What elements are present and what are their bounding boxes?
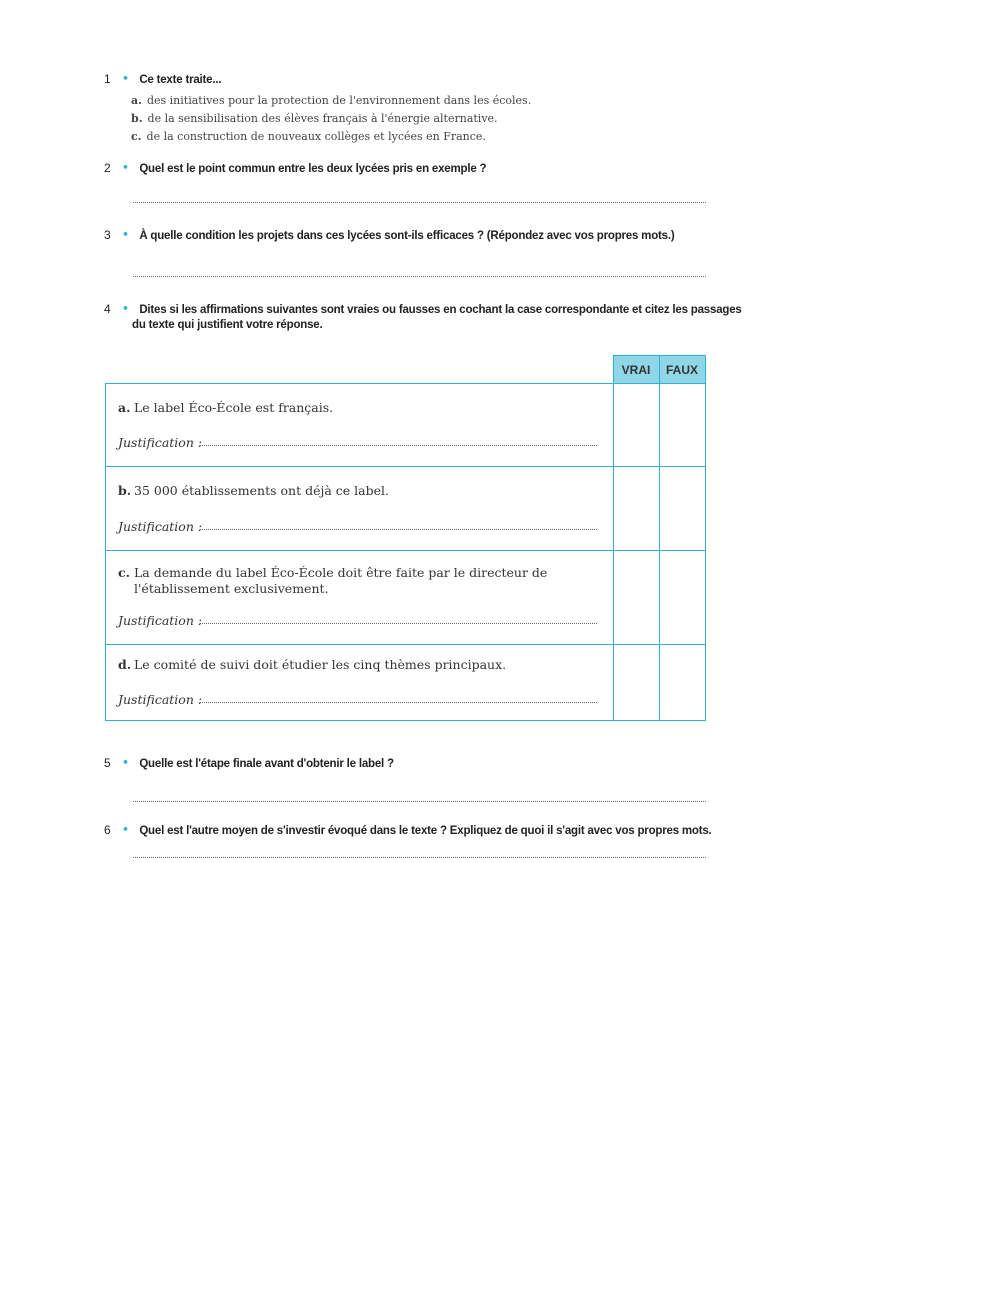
question-2: [104, 161, 486, 176]
statement-text: La demande du label Éco-École doit être faite par le directeur de l'établissement exclusivement.: [134, 565, 548, 596]
question-number: 1: [104, 72, 111, 86]
table-row: [106, 645, 706, 721]
justification-line[interactable]: [200, 445, 597, 446]
justification-line[interactable]: [200, 702, 597, 703]
vrai-checkbox-b[interactable]: [613, 467, 659, 551]
question-4: [104, 302, 742, 317]
statement: [118, 657, 599, 673]
justification-label: Justification :: [118, 692, 203, 707]
faux-checkbox-b[interactable]: [659, 467, 705, 551]
bullet-icon: •: [121, 823, 130, 838]
statement-cell: [106, 645, 614, 721]
statement-text: Le label Éco-École est français.: [134, 400, 334, 415]
justification-line[interactable]: [200, 529, 597, 530]
option-a[interactable]: [131, 94, 531, 107]
vrai-checkbox-d[interactable]: [613, 645, 659, 721]
question-number: 5: [104, 756, 111, 770]
question-1: [104, 72, 221, 87]
true-false-table: [105, 355, 706, 721]
question-3: [104, 228, 674, 243]
bullet-icon: •: [121, 302, 130, 317]
answer-line-3[interactable]: [133, 276, 706, 277]
question-6: [104, 823, 712, 838]
header-faux: FAUX: [659, 356, 705, 384]
statement-letter: d.: [118, 657, 132, 672]
table-header-row: [106, 356, 706, 384]
question-text: Quelle est l'étape finale avant d'obtenir le label ?: [139, 758, 394, 770]
bullet-icon: •: [121, 228, 130, 243]
table-row: [106, 467, 706, 551]
option-letter: a.: [131, 94, 142, 107]
statement-cell: [106, 384, 614, 467]
vrai-checkbox-a[interactable]: [613, 384, 659, 467]
question-number: 6: [104, 823, 111, 837]
statement: [118, 400, 599, 416]
bullet-icon: •: [121, 72, 130, 87]
option-letter: c.: [131, 130, 142, 143]
option-b[interactable]: [131, 112, 498, 125]
option-c[interactable]: [131, 130, 486, 143]
statement-letter: a.: [118, 400, 131, 415]
header-vrai: VRAI: [613, 356, 659, 384]
justification-line[interactable]: [200, 623, 597, 624]
option-text: de la sensibilisation des élèves français à l'énergie alternative.: [147, 112, 498, 125]
justification-label: Justification :: [118, 519, 203, 534]
statement-text: Le comité de suivi doit étudier les cinq thèmes principaux.: [134, 657, 507, 672]
faux-checkbox-d[interactable]: [659, 645, 705, 721]
question-text: Quel est l'autre moyen de s'investir évoqué dans le texte ? Expliquez de quoi il s'agit avec vos propres mots.: [139, 825, 712, 837]
statement-letter: c.: [118, 565, 130, 580]
question-text-line1: Dites si les affirmations suivantes sont vraies ou fausses en cochant la case correspondante et citez les passages: [139, 304, 742, 316]
question-4-cont: [132, 317, 322, 331]
statement-cell: [106, 551, 614, 645]
statement-text: 35 000 établissements ont déjà ce label.: [134, 483, 389, 498]
answer-line-6[interactable]: [133, 857, 706, 858]
answer-line-5[interactable]: [133, 801, 706, 802]
statement-cell: [106, 467, 614, 551]
question-text: Quel est le point commun entre les deux lycées pris en exemple ?: [139, 163, 487, 175]
statement: [118, 565, 599, 597]
question-text-line2: du texte qui justifient votre réponse.: [132, 319, 323, 331]
table-row: [106, 384, 706, 467]
vrai-checkbox-c[interactable]: [613, 551, 659, 645]
faux-checkbox-c[interactable]: [659, 551, 705, 645]
bullet-icon: •: [121, 756, 130, 771]
question-text: Ce texte traite...: [139, 74, 222, 86]
statement-letter: b.: [118, 483, 132, 498]
justification-label: Justification :: [118, 435, 203, 450]
question-number: 4: [104, 302, 111, 316]
table-row: [106, 551, 706, 645]
header-blank: [106, 356, 614, 384]
option-text: des initiatives pour la protection de l'environnement dans les écoles.: [146, 94, 532, 107]
option-text: de la construction de nouveaux collèges et lycées en France.: [146, 130, 486, 143]
statement: [118, 483, 599, 499]
question-number: 2: [104, 161, 111, 175]
question-5: [104, 756, 394, 771]
justification-label: Justification :: [118, 613, 203, 628]
answer-line-2[interactable]: [133, 202, 706, 203]
question-number: 3: [104, 228, 111, 242]
question-text: À quelle condition les projets dans ces lycées sont-ils efficaces ? (Répondez avec vos propres mots.): [139, 230, 675, 242]
bullet-icon: •: [121, 161, 130, 176]
option-letter: b.: [131, 112, 143, 125]
faux-checkbox-a[interactable]: [659, 384, 705, 467]
